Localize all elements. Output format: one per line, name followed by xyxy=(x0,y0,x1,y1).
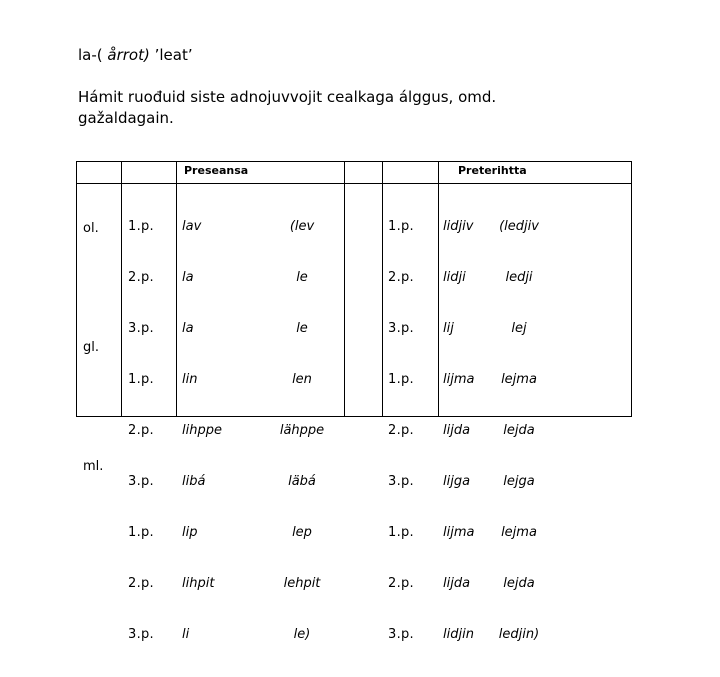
person-label: 1.p. xyxy=(128,372,154,387)
description-line: gažaldagain. xyxy=(78,109,174,127)
preterite-question-form: lejda xyxy=(503,423,535,438)
present-form: lihpit xyxy=(182,576,215,591)
person-label: 1.p. xyxy=(388,525,414,540)
preterite-question-form: (ledjiv xyxy=(499,219,539,234)
header-present: Preseansa xyxy=(184,164,249,177)
present-question-form: lähppe xyxy=(279,423,325,438)
preterite-form: lidjiv xyxy=(443,219,474,234)
person-label: 3.p. xyxy=(388,474,414,489)
number-label-plural: ml. xyxy=(83,459,104,474)
column-divider xyxy=(344,162,345,416)
present-forms-column xyxy=(182,184,222,677)
present-form: la xyxy=(182,321,194,336)
preterite-question-form: lejga xyxy=(503,474,535,489)
present-form: lav xyxy=(182,219,202,234)
preterite-form: lijda xyxy=(443,576,471,591)
person-label: 1.p. xyxy=(388,372,414,387)
person-label: 2.p. xyxy=(388,423,414,438)
person-label: 2.p. xyxy=(388,576,414,591)
preterite-question-form: lejda xyxy=(503,576,535,591)
present-form: lihppe xyxy=(182,423,222,438)
present-question-form: le xyxy=(296,321,308,336)
present-form: lin xyxy=(182,372,198,387)
present-question-forms-column xyxy=(267,184,337,677)
present-question-form: läbá xyxy=(288,474,316,489)
preterite-question-form: lejma xyxy=(501,525,537,540)
person-label: 2.p. xyxy=(128,576,154,591)
title-prefix: la-( xyxy=(78,46,103,64)
number-label-singular: ol. xyxy=(83,221,99,236)
person-label: 2.p. xyxy=(128,423,154,438)
column-divider xyxy=(176,162,177,416)
present-form: la xyxy=(182,270,194,285)
preterite-form: lij xyxy=(443,321,454,336)
column-divider xyxy=(438,162,439,416)
present-question-form: lehpit xyxy=(283,576,321,591)
header-preterite: Preterihtta xyxy=(458,164,527,177)
person-label: 3.p. xyxy=(128,627,154,642)
preterite-question-forms-column xyxy=(489,184,549,677)
person-label: 3.p. xyxy=(128,321,154,336)
preterite-forms-column xyxy=(443,184,474,677)
preterite-form: lijga xyxy=(443,474,471,489)
person-label: 2.p. xyxy=(388,270,414,285)
preterite-question-form: lejma xyxy=(501,372,537,387)
persons-preterite-column xyxy=(388,184,414,677)
description xyxy=(78,87,598,129)
present-form: lip xyxy=(182,525,198,540)
person-label: 3.p. xyxy=(128,474,154,489)
person-label: 1.p. xyxy=(128,525,154,540)
preterite-question-form: ledjin) xyxy=(498,627,540,642)
person-label: 3.p. xyxy=(388,321,414,336)
column-divider xyxy=(121,162,122,416)
present-question-form: lep xyxy=(292,525,312,540)
preterite-form: lijma xyxy=(443,525,475,540)
person-label: 1.p. xyxy=(388,219,414,234)
preterite-form: lidjin xyxy=(443,627,474,642)
present-question-form: (lev xyxy=(289,219,315,234)
person-label: 2.p. xyxy=(128,270,154,285)
present-form: li xyxy=(182,627,190,642)
preterite-form: lijda xyxy=(443,423,471,438)
preterite-question-form: ledji xyxy=(505,270,533,285)
conjugation-table xyxy=(76,161,632,642)
present-question-form: len xyxy=(292,372,312,387)
present-question-form: le) xyxy=(293,627,311,642)
number-label-dual: gl. xyxy=(83,340,99,355)
preterite-form: lijma xyxy=(443,372,475,387)
present-form: libá xyxy=(182,474,206,489)
title-gloss: ’leat’ xyxy=(154,46,193,64)
persons-present-column xyxy=(128,184,154,677)
description-line: Hámit ruođuid siste adnojuvvojit cealkaga álggus, omd. xyxy=(78,88,497,106)
preterite-question-form: lej xyxy=(511,321,527,336)
number-labels xyxy=(83,186,103,509)
preterite-form: lidji xyxy=(443,270,466,285)
page-title xyxy=(78,46,193,64)
present-question-form: le xyxy=(296,270,308,285)
person-label: 3.p. xyxy=(388,627,414,642)
column-divider xyxy=(382,162,383,416)
person-label: 1.p. xyxy=(128,219,154,234)
title-italic-word: årrot) xyxy=(107,46,150,64)
